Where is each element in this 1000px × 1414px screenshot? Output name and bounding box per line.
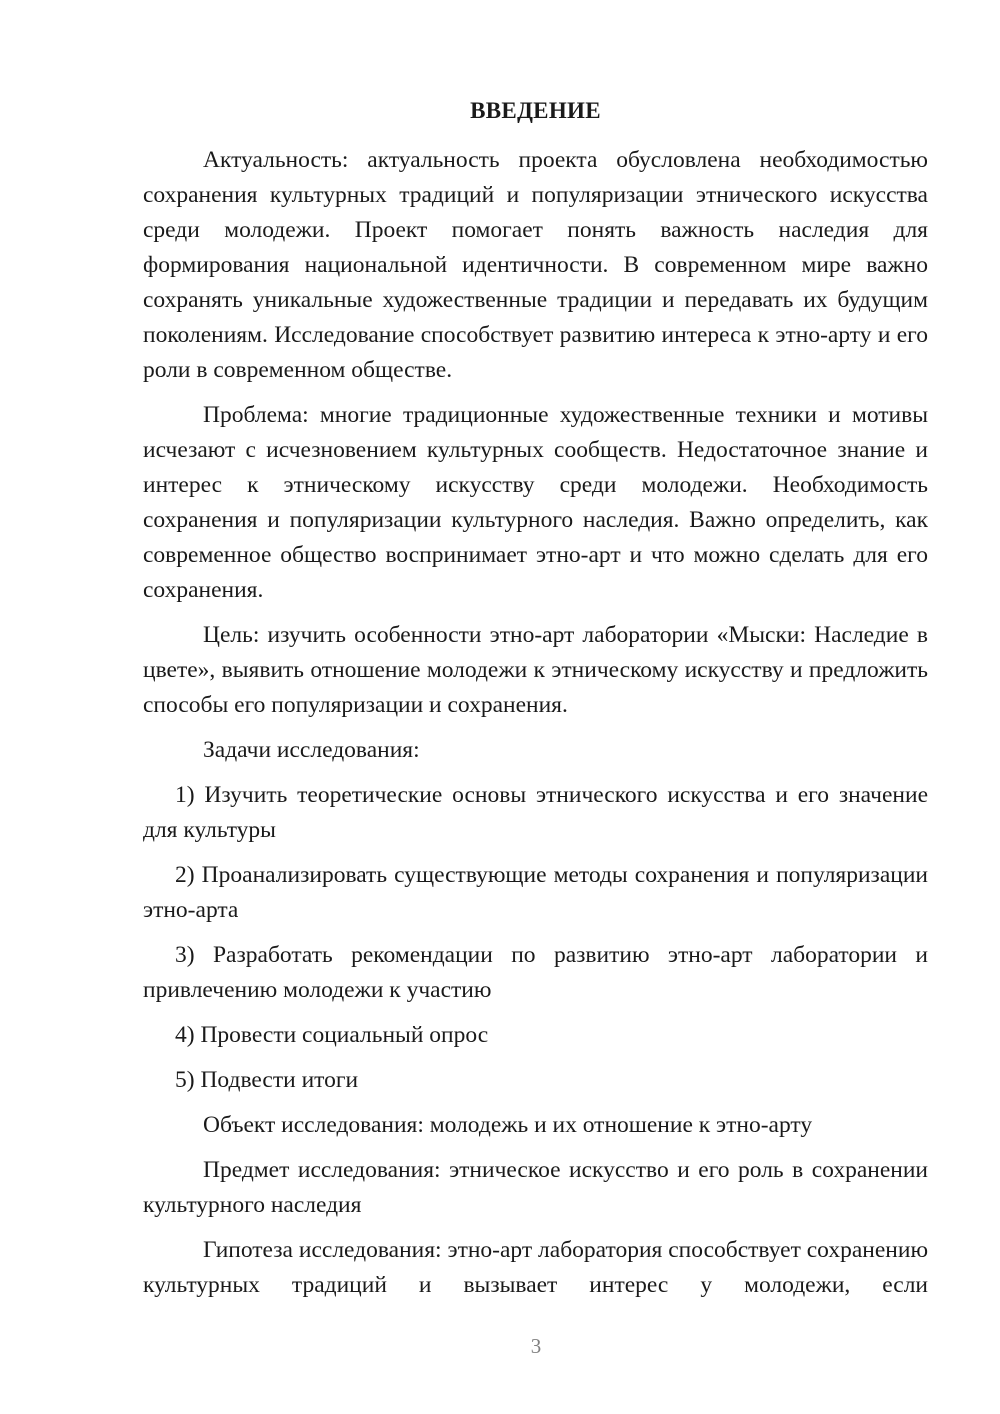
page-number: 3 [530, 1334, 542, 1358]
document-body [143, 143, 928, 1313]
relevance-paragraph: Актуальность: актуальность проекта обусловлена необходимостью сохранения культурных традиций и популяризации этнического искусства среди молодежи. Проект помогает понять важность наследия для формирования национальной идентичности. В современном мире важно сохранять уникальные художественные традиции и передавать их будущим поколениям. Исследование способствует развитию интереса к этно-арту и его роли в современном обществе. [143, 147, 928, 383]
subject-paragraph: Предмет исследования: этническое искусство и его роль в сохранении культурного наследия [143, 1157, 928, 1218]
task-item-5: 5) Подвести итоги [175, 1067, 359, 1093]
task-item-4: 4) Провести социальный опрос [175, 1022, 489, 1048]
hypothesis-paragraph: Гипотеза исследования: этно-арт лаборатория способствует сохранению культурных традиций и вызывает интерес у молодежи, если [143, 1237, 928, 1298]
task-item-3: 3) Разработать рекомендации по развитию этно-арт лаборатории и привлечению молодежи к участию [143, 942, 928, 1003]
goal-paragraph: Цель: изучить особенности этно-арт лаборатории «Мыски: Наследие в цвете», выявить отношение молодежи к этническому искусству и предложить способы его популяризации и сохранения. [143, 622, 928, 718]
page-title: ВВЕДЕНИЕ [470, 98, 601, 123]
tasks-heading: Задачи исследования: [203, 737, 420, 763]
object-paragraph: Объект исследования: молодежь и их отношение к этно-арту [203, 1112, 813, 1138]
task-item-2: 2) Проанализировать существующие методы сохранения и популяризации этно-арта [143, 862, 928, 923]
task-item-1: 1) Изучить теоретические основы этнического искусства и его значение для культуры [143, 782, 928, 843]
problem-paragraph: Проблема: многие традиционные художественные техники и мотивы исчезают с исчезновением культурных сообществ. Недостаточное знание и интерес к этническому искусству среди молодежи. Необходимость сохранения и популяризации культурного наследия. Важно определить, как современное общество воспринимает этно-арт и что можно сделать для его сохранения. [143, 402, 928, 603]
